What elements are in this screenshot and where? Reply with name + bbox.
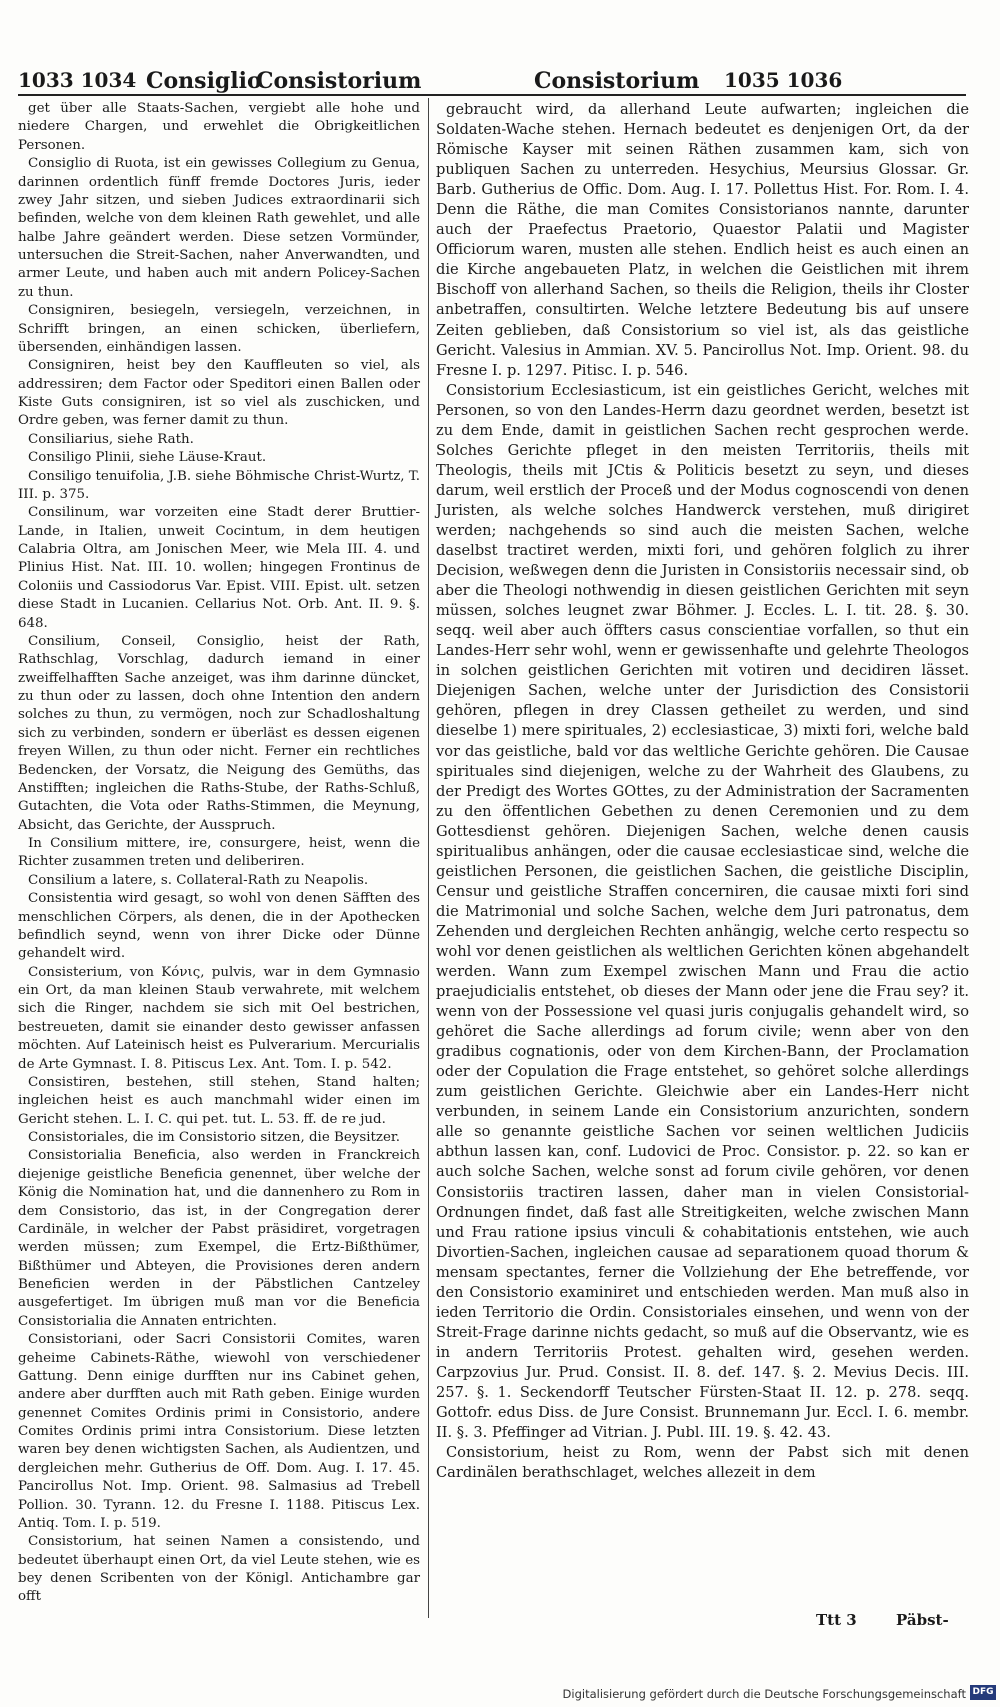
- entry-paragraph: Consiligo tenuifolia, J.B. siehe Böhmische Christ-Wurtz, T. III. p. 375.: [18, 468, 420, 502]
- entry-paragraph: Consistoriales, die im Consistorio sitzen, die Beysitzer.: [28, 1130, 401, 1145]
- entry-paragraph: Consiligo Plinii, siehe Läuse-Kraut.: [28, 450, 267, 466]
- entry-paragraph: Consilium a latere, s. Collateral-Rath zu Neapolis.: [28, 872, 369, 888]
- entry-paragraph: Consistoriani, oder Sacri Consistorii Comites, waren geheime Cabinets-Räthe, wiewohl von verschiedener Gattung. Denn einige durfften nur ins Cabinet gehen, andere aber durfften auch mit Rath geben. Einige wurden genennet Comites Ordinis primi in Consistorio, andere Comites Ordinis primi intra Consistorium. Diese letzten waren bey denen wichtigsten Sachen, als Audientzen, und dergleichen mehr. Gutherius de Off. Dom. Aug. I. 17. 45. Pancirollus Not. Imp. Orient. 98. Salmasius ad Trebell Pollion. 30. Tyrann. 12. du Fresne I. 1188. Pitiscus Lex. Antiq. Tom. I. p. 519.: [18, 1332, 420, 1531]
- signature-mark: Ttt 3: [816, 1611, 857, 1629]
- page-header: [18, 68, 988, 96]
- entry-paragraph: In Consilium mittere, ire, consurgere, heist, wenn die Richter zusammen treten und deliberiren.: [18, 836, 420, 870]
- column-divider: [428, 98, 429, 1618]
- header-rule: [18, 94, 966, 96]
- left-running-title-2: Consistorium: [256, 68, 422, 94]
- left-page-numbers: 1033 1034: [18, 68, 137, 92]
- entry-paragraph: Consistorium, heist zu Rom, wenn der Pabst sich mit denen Cardinälen berathschlaget, welches allezeit in dem: [436, 1444, 969, 1482]
- entry-paragraph: get über alle Staats-Sachen, vergiebt alle hohe und niedere Chargen, und erwehlet die Obrigkeitlichen Personen.: [18, 101, 420, 153]
- entry-paragraph: Consistorialia Beneficia, also werden in Franckreich diejenige geistliche Beneficia genennet, über welche der König die Nomination hat, und die dannenhero zu Rom in dem Consistorio, das ist, in der Congregation derer Cardinäle, in welcher der Pabst präsidiret, vorgetragen werden müssen; zum Exempel, die Ertz-Bißthümer, Bißthümer und Abteyen, die Provisiones deren andern Beneficien werden in der Päbstlichen Cantzeley ausgefertiget. Im übrigen muß man vor die Beneficia Consistorialia die Annaten entrichten.: [18, 1148, 420, 1329]
- entry-paragraph: Consilium, Conseil, Consiglio, heist der Rath, Rathschlag, Vorschlag, dadurch iemand in einer zweiffelhafften Sache anzeiget, was ihm darinne düncket, zu thun oder zu lassen, doch ohne Intention den andern solches zu thun, zu vermögen, noch zur Schadloshaltung sich zu verbinden, sondern er überläst es dessen eigenen freyen Willen, zu thun oder nicht. Ferner ein rechtliches Bedencken, der Vorsatz, die Neigung des Gemüths, das Anstifften; ingleichen die Raths-Stube, der Raths-Schluß, Gutachten, die Vota oder Raths-Stimmen, die Meynung, Absicht, das Gerichte, der Ausspruch.: [18, 633, 420, 833]
- entry-paragraph: Consisterium, von Κόνις, pulvis, war in dem Gymnasio ein Ort, da man kleinen Staub verwahrete, mit welchem sich die Ringer, nachdem sie sich mit Oel bestrichen, bestreueten, damit sie einander desto gewisser anfassen möchten. Auf Lateinisch heist es Pulverarium. Mercurialis de Arte Gymnast. I. 8. Pitiscus Lex. Ant. Tom. I. p. 542.: [18, 964, 420, 1072]
- entry-paragraph: Consilinum, war vorzeiten eine Stadt derer Bruttier-Lande, in Italien, unweit Cocintum, in dem heutigen Calabria Oltra, am Jonischen Meer, wie Mela III. 4. und Plinius Hist. Nat. III. 10. wollen; hingegen Frontinus de Coloniis und Cassiodorus Var. Epist. VIII. Epist. ult. setzen diese Stadt in Lucanien. Cellarius Not. Orb. Ant. II. 9. §. 648.: [18, 505, 420, 631]
- entry-paragraph: gebraucht wird, da allerhand Leute aufwarten; ingleichen die Soldaten-Wache stehen. Hernach bedeutet es denjenigen Ort, da der Römische Kayser mit seinen Räthen zusammen kam, sich von publiquen Sachen zu unterreden. Hesychius, Meursius Glossar. Gr. Barb. Gutherius de Offic. Dom. Aug. I. 17. Pollettus Hist. For. Rom. I. 4. Denn die Räthe, die man Comites Consistorianos nannte, darunter auch der Praefectus Praetorio, Quaestor Palatii und Magister Officiorum waren, musten alle stehen. Endlich heist es auch einen an die Kirche angebaueten Platz, in welchen die Geistlichen mit ihrem Bischoff von allerhand Sachen, so theils die Religion, theils ihr Closter anbetraffen, consultirten. Welche letztere Bedeutung bis auf unsere Zeiten geblieben, daß Consistorium so viel ist, als das geistliche Gericht. Valesius in Ammian. XV. 5. Pancirollus Not. Imp. Orient. 98. du Fresne I. p. 1297. Pitisc. I. p. 546.: [436, 101, 969, 379]
- entry-paragraph: Consiglio di Ruota, ist ein gewisses Collegium zu Genua, darinnen ordentlich fünff fremde Doctores Juris, ieder zwey Jahr sitzen, und sieben Judices extraordinarii sich befinden, welche von dem kleinen Rath gewehlet, und alle halbe Jahre geändert werden. Diese setzen Vormünder, untersuchen die Streit-Sachen, naher Anverwandten, und armer Leute, und haben auch mit andern Policey-Sachen zu thun.: [18, 156, 420, 300]
- entry-paragraph: Consistiren, bestehen, still stehen, Stand halten; ingleichen heist es auch manchmahl wider einen im Gericht stehen. L. I. C. qui pet. tut. L. 53. ff. de re jud.: [18, 1074, 420, 1127]
- entry-paragraph: Consistorium, hat seinen Namen a consistendo, und bedeutet überhaupt einen Ort, da viel Leute stehen, wie es bey denen Scribenten von der Königl. Antichambre gar offt: [18, 1534, 420, 1605]
- entry-paragraph: Consigniren, heist bey den Kauffleuten so viel, als addressiren; dem Factor oder Speditori einen Ballen oder Kiste Guts consigniren, ist so viel als zuschicken, und Ordre geben, was ferner damit zu thun.: [18, 358, 420, 429]
- right-page-numbers: 1035 1036: [724, 68, 843, 92]
- digitization-credit: Digitalisierung gefördert durch die Deutsche Forschungsgemeinschaft: [562, 1687, 966, 1701]
- entry-paragraph: Consistentia wird gesagt, so wohl von denen Säfften des menschlichen Cörpers, als denen, die in der Apothecken befindlich seynd, wenn von ihrer Dicke oder Dünne gehandelt wird.: [18, 891, 420, 962]
- left-column: [18, 100, 420, 1607]
- right-running-title: Consistorium: [534, 68, 700, 94]
- left-running-title-1: Consiglio: [146, 68, 262, 94]
- entry-paragraph: Consiliarius, siehe Rath.: [28, 431, 194, 447]
- right-column: [436, 100, 969, 1483]
- catchword: Päbst-: [896, 1611, 949, 1629]
- dfg-logo-icon: DFG: [970, 1685, 996, 1700]
- entry-paragraph: Consigniren, besiegeln, versiegeln, verzeichnen, in Schrifft bringen, an einen schicken, überliefern, übersenden, einhändigen lassen.: [18, 303, 420, 355]
- entry-paragraph: Consistorium Ecclesiasticum, ist ein geistliches Gericht, welches mit Personen, so von den Landes-Herrn dazu geordnet werden, besetzt ist zu dem Ende, damit in geistlichen Sachen recht gesprochen werde. Solches Gerichte pfleget in den meisten Territoriis, theils mit Theologis, theils mit JCtis & Politicis besetzt zu seyn, und dieses darum, weil erstlich der Proceß und der Modus cognoscendi von denen Juristen, als welche solches Handwerck verstehen, muß dirigiret werden; nachgehends so sind auch die meisten Sachen, welche daselbst tractiret werden, mixti fori, und gehören folglich zu ihrer Decision, weßwegen denn die Juristen in Consistoriis necessair sind, ob aber die Theologi nothwendig in diesen geistlichen Gerichten mit seyn müssen, solches leugnet zwar Böhmer. J. Eccles. L. I. tit. 28. §. 30. seqq. weil aber auch öffters casus conscientiae vorfallen, so thut ein Landes-Herr sehr wohl, wenn er gewissenhafte und gelehrte Theologos in solchen geistlichen Gerichten mit votiren und decidiren lässet. Diejenigen Sachen, welche unter der Jurisdiction des Consistorii gehören, pflegen in drey Classen getheilet zu werden, und sind dieselbe 1) mere spirituales, 2) ecclesiasticae, 3) mixti fori, welche bald vor das geistliche, bald vor das weltliche Gerichte gehören. Die Causae spirituales sind diejenigen, welche zu der Wahrheit des Glaubens, zu der Predigt des Wortes GOttes, zu der Administration der Sacramenten zu den öffentlichen Gebethen zu denen Ceremonien und zu dem Gottesdienst gehören. Diejenigen Sachen, welche denen causis spiritualibus anhängen, oder die causae ecclesiasticae sind, welche die geistlichen Personen, die geistlichen Sachen, die geistliche Disciplin, Censur und geistliche Straffen concerniren, die causae mixti fori sind die Matrimonial und solche Sachen, welche dem Juri patronatus, dem Zehenden und dergleichen Rechten anhängig, welche certo respectu so wohl vor denen geistlichen als weltlichen Gerichten könen abgehandelt werden. Wann zum Exempel zwischen Mann und Frau die actio praejudicialis entstehet, ob dieses der Mann oder jene die Frau sey? it. wenn von der Possessione vel quasi juris conjugalis gehandelt wird, so gehöret die Sache allerdings ad forum civile; wenn aber von den gradibus cognationis, oder von dem Kirchen-Bann, der Proclamation oder der Copulation die Frage entstehet, so gehöret solche allerdings zum geistlichen Gerichte. Gleichwie aber ein Landes-Herr nicht verbunden, in seinem Lande ein Consistorium anzurichten, sondern alle so genannte geistliche Sachen vor seinen weltlichen Judiciis abthun lassen kan, conf. Ludovici de Proc. Consistor. p. 22. so kan er auch solche Sachen, welche sonst ad forum civile gehören, vor denen Consistoriis tractiren lassen, daher man in vielen Consistorial-Ordnungen findet, daß fast alle Streitigkeiten, welche zwischen Mann und Frau ratione ipsius vinculi & cohabitationis entstehen, wie auch Divortien-Sachen, ingleichen causae ad separationem quoad thorum & mensam spectantes, ferner die Vollziehung der Ehe betreffende, vor den Consistorio examiniret und entschieden werden. Man muß also in ieden Territorio die Ordin. Consistoriales einsehen, und wenn von der Streit-Frage darinne nichts gedacht, so muß auf die Observantz, wie es in andern Territoriis Protest. gehalten wird, gesehen werden. Carpzovius Jur. Prud. Consist. II. 8. def. 147. §. 2. Mevius Decis. III. 257. §. 1. Seckendorff Teutscher Fürsten-Staat II. 12. p. 278. seqq. Gottofr. edus Diss. de Jure Consist. Brunnemann Jur. Eccl. I. 6. membr. II. §. 3. Pfeffinger ad Vitrian. J. Publ. III. 19. §. 42. 43.: [436, 381, 969, 1442]
